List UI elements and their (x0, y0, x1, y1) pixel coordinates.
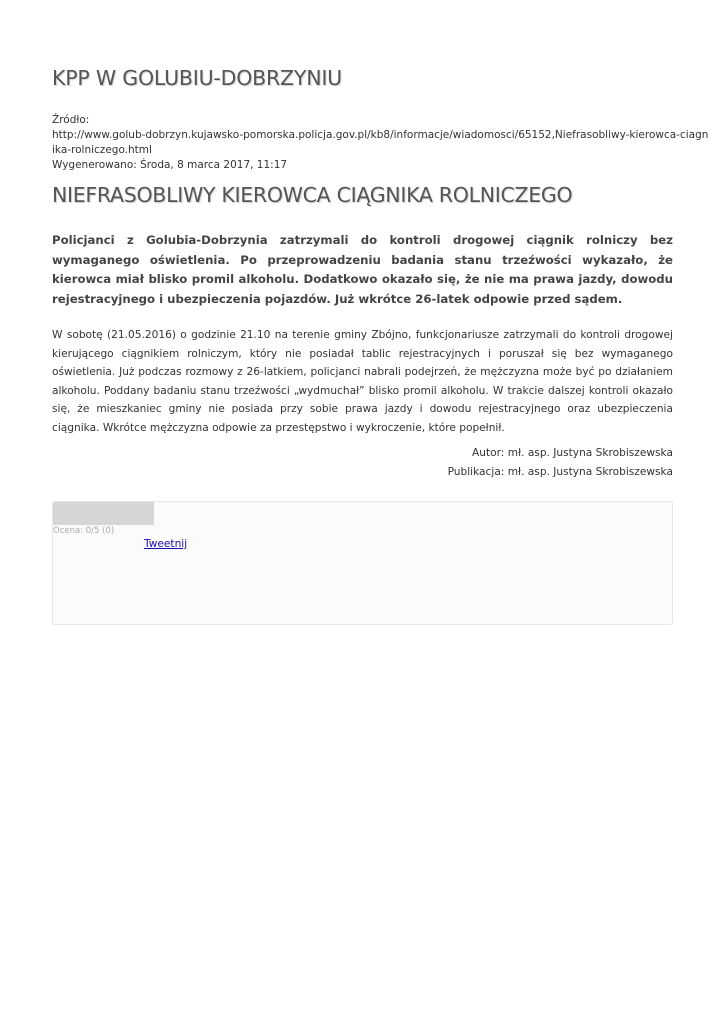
source-meta (52, 113, 709, 173)
rating-panel (52, 501, 673, 625)
author-line: Autor: mł. asp. Justyna Skrobiszewska (472, 447, 673, 459)
rating-label: Ocena: 0/5 (0) (53, 526, 115, 536)
article-body: W sobotę (21.05.2016) o godzinie 21.10 na terenie gminy Zbójno, funkcjonariusze zatrzymali do kontroli drogowej kierującego ciągnikiem rolniczym, który nie posiadał tablic rejestracyjnych i poruszał się bez wymaganego oświetlenia. Już podczas rozmowy z 26-latkiem, policjanci nabrali podejrzeń, że mężczyzna może być po działaniem alkoholu. Poddany badaniu stanu trzeźwości „wydmuchał” blisko promil alkoholu. W trakcie dalszej kontroli okazało się, że mieszkaniec gminy nie posiada przy sobie prawa jazdy i dowodu rejestracyjnego oraz ubezpieczenia ciągnika. Wkrótce mężczyzna odpowie za przestępstwo i wykroczenie, które popełnił. (52, 329, 673, 434)
generated-date: Wygenerowano: Środa, 8 marca 2017, 11:17 (52, 159, 288, 171)
site-title: KPP W GOLUBIU-DOBRZYNIU (52, 66, 342, 90)
author-block (52, 444, 673, 481)
source-url-line-1: http://www.golub-dobrzyn.kujawsko-pomorska.policja.gov.pl/kb8/informacje/wiadomosci/65152,Niefrasobliwy-kierowca-ciagn (52, 129, 709, 141)
publication-line: Publikacja: mł. asp. Justyna Skrobiszewska (447, 465, 673, 478)
tweet-link[interactable]: Tweetnij (144, 538, 188, 550)
article-lead: Policjanci z Golubia-Dobrzynia zatrzymali do kontroli drogowej ciągnik rolniczy bez wymaganego oświetlenia. Po przeprowadzeniu badania stanu trzeźwości wykazało, że kierowca miał blisko promil alkoholu. Dodatkowo okazało się, że nie ma prawa jazdy, dowodu rejestracyjnego i ubezpieczenia pojazdów. Już wkrótce 26-latek odpowie przed sądem. (52, 233, 673, 306)
source-url-line-2: ika-rolniczego.html (52, 144, 152, 156)
source-label: Źródło: (52, 114, 90, 126)
article-title: NIEFRASOBLIWY KIEROWCA CIĄGNIKA ROLNICZEGO (52, 183, 573, 207)
rating-stars-bar[interactable] (53, 502, 154, 525)
